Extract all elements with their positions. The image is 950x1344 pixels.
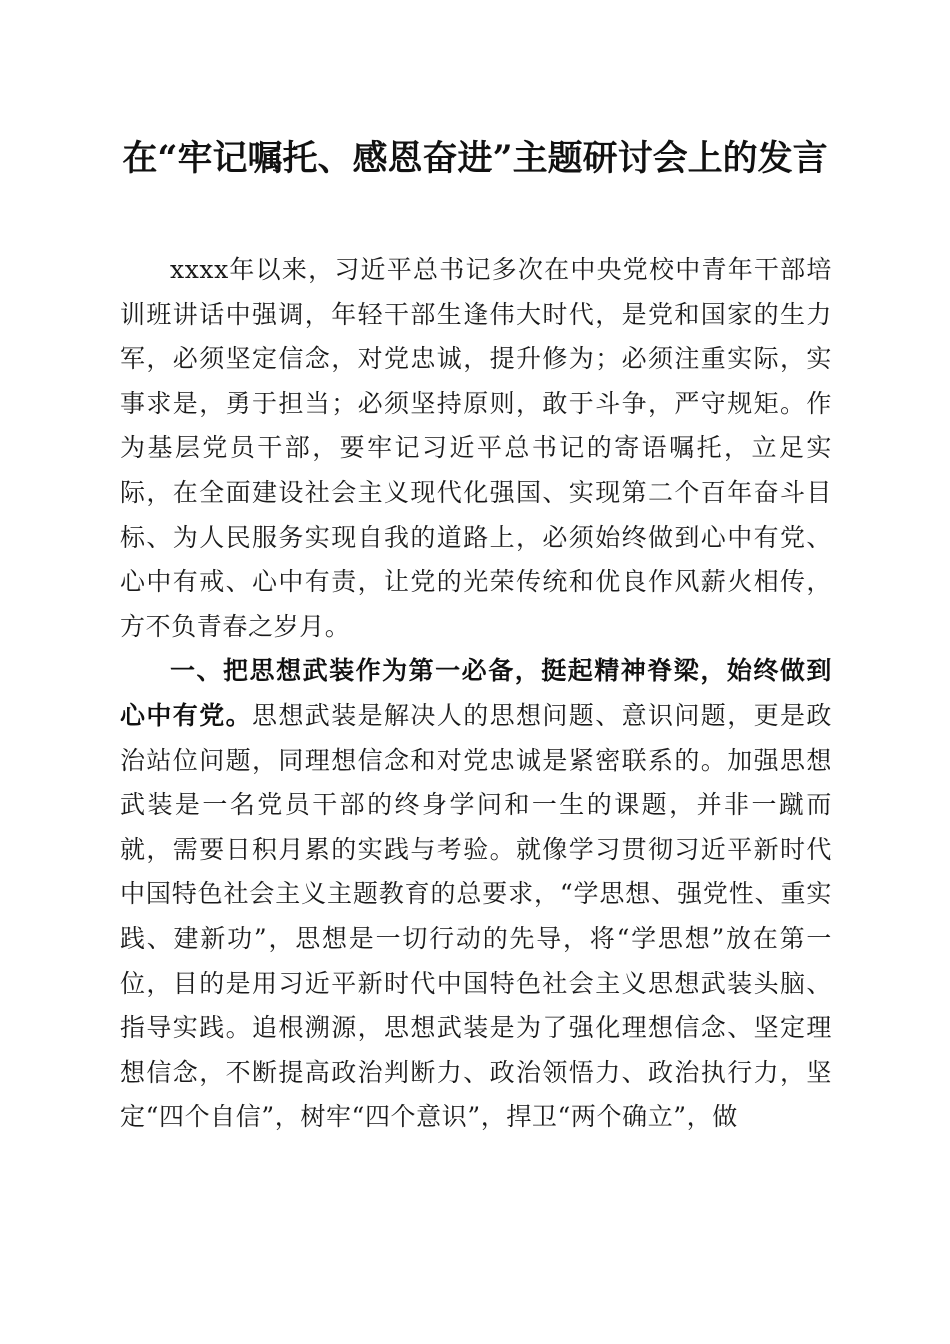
section-one-heading: 一、把思想武装作为第一必备，挺起精神脊梁，始终做到心中有党。 xyxy=(120,656,832,730)
document-body xyxy=(120,248,832,1140)
paragraph-intro xyxy=(120,248,832,649)
paragraph-intro-text: xxxx年以来，习近平总书记多次在中央党校中青年干部培训班讲话中强调，年轻干部生逢伟大时代，是党和国家的生力军，必须坚定信念，对党忠诚，提升修为；必须注重实际，实事求是，勇于担当；必须坚持原则，敢于斗争，严守规矩。作为基层党员干部，要牢记习近平总书记的寄语嘱托，立足实际，在全面建设社会主义现代化强国、实现第二个百年奋斗目标、为人民服务实现自我的道路上，必须始终做到心中有党、心中有戒、心中有责，让党的光荣传统和优良作风薪火相传，方不负青春之岁月。 xyxy=(120,255,832,641)
paragraph-section-one xyxy=(120,649,832,1140)
document-title: 在“牢记嘱托、感恩奋进”主题研讨会上的发言 xyxy=(122,138,828,179)
section-one-text: 思想武装是解决人的思想问题、意识问题，更是政治站位问题，同理想信念和对党忠诚是紧密联系的。加强思想武装是一名党员干部的终身学问和一生的课题，并非一蹴而就，需要日积月累的实践与考验。就像学习贯彻习近平新时代中国特色社会主义主题教育的总要求，“学思想、强党性、重实践、建新功”，思想是一切行动的先导，将“学思想”放在第一位，目的是用习近平新时代中国特色社会主义思想武装头脑、指导实践。追根溯源，思想武装是为了强化理想信念、坚定理想信念，不断提高政治判断力、政治领悟力、政治执行力，坚定“四个自信”，树牢“四个意识”，捍卫“两个确立”，做 xyxy=(120,700,832,1132)
